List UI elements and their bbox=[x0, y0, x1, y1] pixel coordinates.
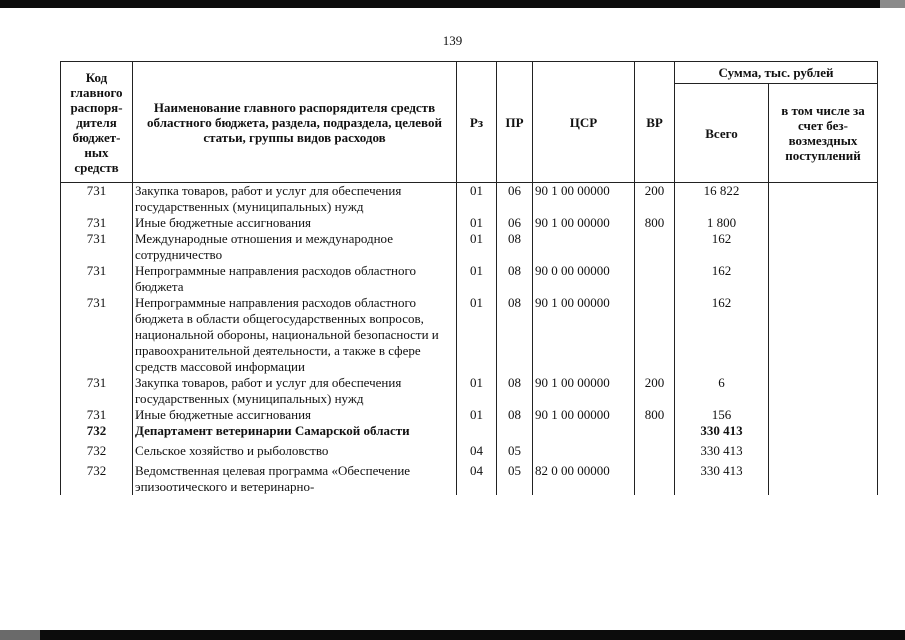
cell-csr: 90 1 00 00000 bbox=[533, 375, 635, 407]
cell-csr: 82 0 00 00000 bbox=[533, 459, 635, 495]
cell-rz: 01 bbox=[457, 215, 497, 231]
cell-free bbox=[769, 375, 878, 407]
cell-pr: 05 bbox=[497, 439, 533, 459]
cell-vr bbox=[635, 263, 675, 295]
cell-rz: 01 bbox=[457, 295, 497, 375]
cell-csr: 90 0 00 00000 bbox=[533, 263, 635, 295]
scan-bottom-edge bbox=[0, 630, 905, 640]
cell-total: 330 413 bbox=[675, 423, 769, 439]
cell-code: 732 bbox=[61, 439, 133, 459]
cell-code: 731 bbox=[61, 295, 133, 375]
cell-pr: 08 bbox=[497, 295, 533, 375]
cell-total: 162 bbox=[675, 231, 769, 263]
cell-csr bbox=[533, 231, 635, 263]
table-row bbox=[61, 375, 878, 407]
table-row bbox=[61, 439, 878, 459]
cell-free bbox=[769, 407, 878, 423]
cell-total: 156 bbox=[675, 407, 769, 423]
cell-name: Закупка товаров, работ и услуг для обеспечения государственных (муниципальных) нужд bbox=[133, 375, 457, 407]
cell-code: 731 bbox=[61, 375, 133, 407]
cell-code: 732 bbox=[61, 459, 133, 495]
table-row bbox=[61, 459, 878, 495]
budget-table bbox=[60, 61, 878, 495]
cell-name: Сельское хозяйство и рыболовство bbox=[133, 439, 457, 459]
cell-code: 731 bbox=[61, 215, 133, 231]
header-vr: ВР bbox=[635, 62, 675, 183]
cell-pr bbox=[497, 423, 533, 439]
cell-csr: 90 1 00 00000 bbox=[533, 295, 635, 375]
header-pr: ПР bbox=[497, 62, 533, 183]
page-number: 139 bbox=[442, 33, 463, 48]
table-row bbox=[61, 295, 878, 375]
cell-vr: 200 bbox=[635, 183, 675, 216]
table-row bbox=[61, 183, 878, 216]
header-name: Наименование главного распорядителя средств областного бюджета, раздела, подраздела, целевой статьи, группы видов расходов bbox=[133, 62, 457, 183]
header-total: Всего bbox=[675, 84, 769, 183]
cell-pr: 08 bbox=[497, 407, 533, 423]
cell-total: 162 bbox=[675, 263, 769, 295]
cell-total: 330 413 bbox=[675, 439, 769, 459]
cell-free bbox=[769, 459, 878, 495]
cell-rz: 01 bbox=[457, 231, 497, 263]
header-free: в том числе за счет без-возмездных поступлений bbox=[769, 84, 878, 183]
cell-free bbox=[769, 215, 878, 231]
cell-name: Непрограммные направления расходов областного бюджета в области общегосударственных вопросов, национальной обороны, национальной безопасности и правоохранительной деятельности, а также в сфере средств массовой информации bbox=[133, 295, 457, 375]
cell-code: 731 bbox=[61, 231, 133, 263]
cell-rz: 01 bbox=[457, 375, 497, 407]
cell-vr bbox=[635, 439, 675, 459]
header-sum-group: Сумма, тыс. рублей bbox=[675, 62, 878, 84]
cell-free bbox=[769, 295, 878, 375]
cell-total: 1 800 bbox=[675, 215, 769, 231]
cell-rz: 01 bbox=[457, 407, 497, 423]
cell-free bbox=[769, 423, 878, 439]
cell-vr: 200 bbox=[635, 375, 675, 407]
cell-rz bbox=[457, 423, 497, 439]
cell-pr: 06 bbox=[497, 183, 533, 216]
cell-name: Международные отношения и международное сотрудничество bbox=[133, 231, 457, 263]
cell-name: Иные бюджетные ассигнования bbox=[133, 407, 457, 423]
cell-free bbox=[769, 439, 878, 459]
cell-total: 330 413 bbox=[675, 459, 769, 495]
cell-code: 731 bbox=[61, 183, 133, 216]
cell-vr bbox=[635, 231, 675, 263]
cell-rz: 04 bbox=[457, 459, 497, 495]
cell-free bbox=[769, 263, 878, 295]
table-row bbox=[61, 215, 878, 231]
cell-pr: 08 bbox=[497, 263, 533, 295]
table-row bbox=[61, 407, 878, 423]
cell-rz: 01 bbox=[457, 263, 497, 295]
header-csr: ЦСР bbox=[533, 62, 635, 183]
cell-pr: 08 bbox=[497, 231, 533, 263]
cell-rz: 04 bbox=[457, 439, 497, 459]
cell-total: 16 822 bbox=[675, 183, 769, 216]
cell-name: Департамент ветеринарии Самарской области bbox=[133, 423, 457, 439]
cell-name: Иные бюджетные ассигнования bbox=[133, 215, 457, 231]
cell-pr: 05 bbox=[497, 459, 533, 495]
scan-top-edge bbox=[0, 0, 905, 8]
cell-pr: 08 bbox=[497, 375, 533, 407]
cell-total: 6 bbox=[675, 375, 769, 407]
table-row bbox=[61, 231, 878, 263]
cell-name: Закупка товаров, работ и услуг для обеспечения государственных (муниципальных) нужд bbox=[133, 183, 457, 216]
cell-code: 731 bbox=[61, 407, 133, 423]
cell-vr bbox=[635, 423, 675, 439]
cell-vr bbox=[635, 459, 675, 495]
scan-bottom-edge-fade bbox=[0, 630, 40, 640]
header-code: Код главного распоря-дителя бюджет-ных средств bbox=[61, 62, 133, 183]
cell-total: 162 bbox=[675, 295, 769, 375]
table-row bbox=[61, 263, 878, 295]
cell-free bbox=[769, 183, 878, 216]
cell-vr: 800 bbox=[635, 215, 675, 231]
cell-csr bbox=[533, 423, 635, 439]
table-row bbox=[61, 423, 878, 439]
header-rz: Рз bbox=[457, 62, 497, 183]
cell-code: 731 bbox=[61, 263, 133, 295]
cell-csr bbox=[533, 439, 635, 459]
cell-pr: 06 bbox=[497, 215, 533, 231]
cell-vr bbox=[635, 295, 675, 375]
cell-vr: 800 bbox=[635, 407, 675, 423]
cell-csr: 90 1 00 00000 bbox=[533, 407, 635, 423]
cell-csr: 90 1 00 00000 bbox=[533, 215, 635, 231]
cell-rz: 01 bbox=[457, 183, 497, 216]
scan-top-edge-fade bbox=[880, 0, 905, 8]
cell-name: Ведомственная целевая программа «Обеспечение эпизоотического и ветеринарно- bbox=[133, 459, 457, 495]
cell-code: 732 bbox=[61, 423, 133, 439]
cell-free bbox=[769, 231, 878, 263]
cell-name: Непрограммные направления расходов областного бюджета bbox=[133, 263, 457, 295]
cell-csr: 90 1 00 00000 bbox=[533, 183, 635, 216]
